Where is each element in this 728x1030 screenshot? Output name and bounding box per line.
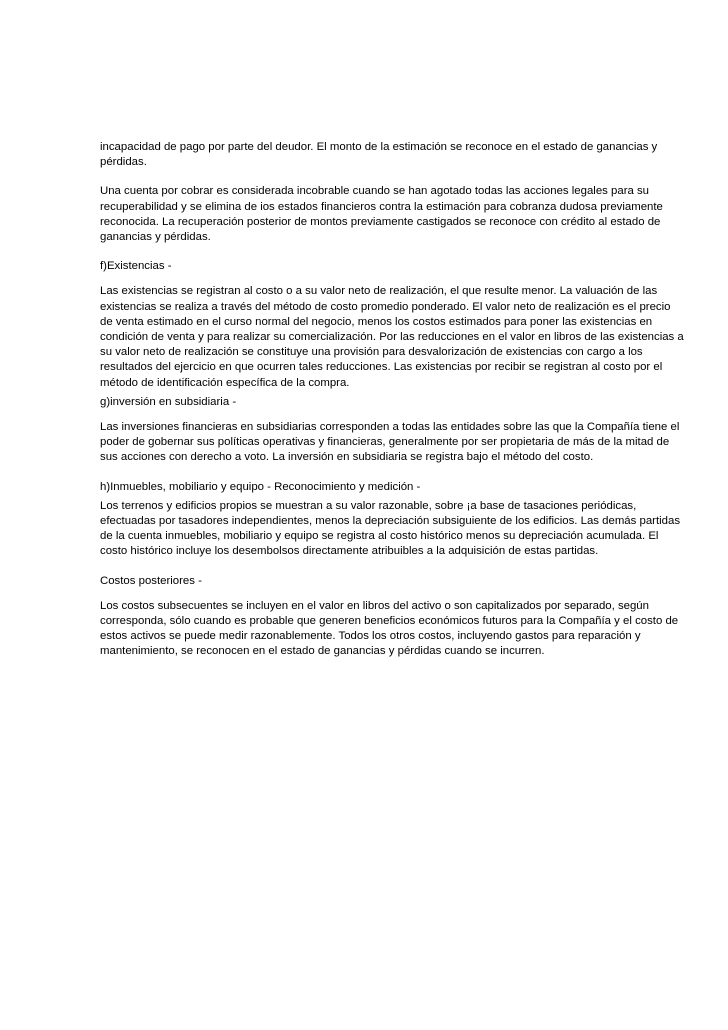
document-page [100,140,700,660]
heading-existencias: f)Existencias - [100,260,172,273]
paragraph-incobrable: Una cuenta por cobrar es considerada incobrable cuando se han agotado todas las acciones legales para su recuperabilidad y se elimina de ios estados financieros contra la estimación para cobranza dudosa previamente reconocida. La recuperación posterior de montos previamente castigados se reconoce con crédito al estado de ganancias y pérdidas. [100,185,663,244]
paragraph-estimacion: incapacidad de pago por parte del deudor. El monto de la estimación se reconoce en el estado de ganancias y pérdidas. [100,141,658,169]
paragraph-inversion-subsidiaria: Las inversiones financieras en subsidiarias corresponden a todas las entidades sobre las que la Compañía tiene el poder de gobernar sus políticas operativas y financieras, generalmente por ser propietaria de más de la mitad de sus acciones con derecho a voto. La inversión en subsidiaria se registra bajo el método del costo. [100,421,680,464]
heading-costos-posteriores: Costos posteriores - [100,574,202,587]
heading-inmuebles: h)Inmuebles, mobiliario y equipo - Reconocimiento y medición - [100,480,421,493]
heading-inversion-subsidiaria: g)inversión en subsidiaria - [100,395,237,408]
paragraph-existencias: Las existencias se registran al costo o a su valor neto de realización, el que resulte menor. La valuación de las existencias se realiza a través del método de costo promedio ponderado. El valor neto de realización es el precio de venta estimado en el curso normal del negocio, menos los costos estimados para poner las existencias en condición de venta y para realizar su comercialización. Por las reducciones en el valor en libros de las existencias a su valor neto de realización se constituye una provisión para desvalorización de existencias con cargo a los resultados del ejercicio en que ocurren tales reducciones. Las existencias por recibir se registran al costo por el método de identificación específica de la compra. [100,285,684,389]
paragraph-inmuebles: Los terrenos y edificios propios se muestran a su valor razonable, sobre ¡a base de tasaciones periódicas, efectuadas por tasadores independientes, menos la depreciación subsiguiente de los edificios. Las demás partidas de la cuenta inmuebles, mobiliario y equipo se registra al costo histórico menos su depreciación acumulada. El costo histórico incluye los desembolsos directamente atribuibles a la adquisición de estas partidas. [100,499,681,558]
paragraph-costos-posteriores: Los costos subsecuentes se incluyen en el valor en libros del activo o son capitalizados por separado, según corresponda, sólo cuando es probable que generen beneficios económicos futuros para la Compañía y el costo de estos activos se puede medir razonablemente. Todos los otros costos, incluyendo gastos para reparación y mantenimiento, se reconocen en el estado de ganancias y pérdidas cuando se incurren. [100,599,679,658]
